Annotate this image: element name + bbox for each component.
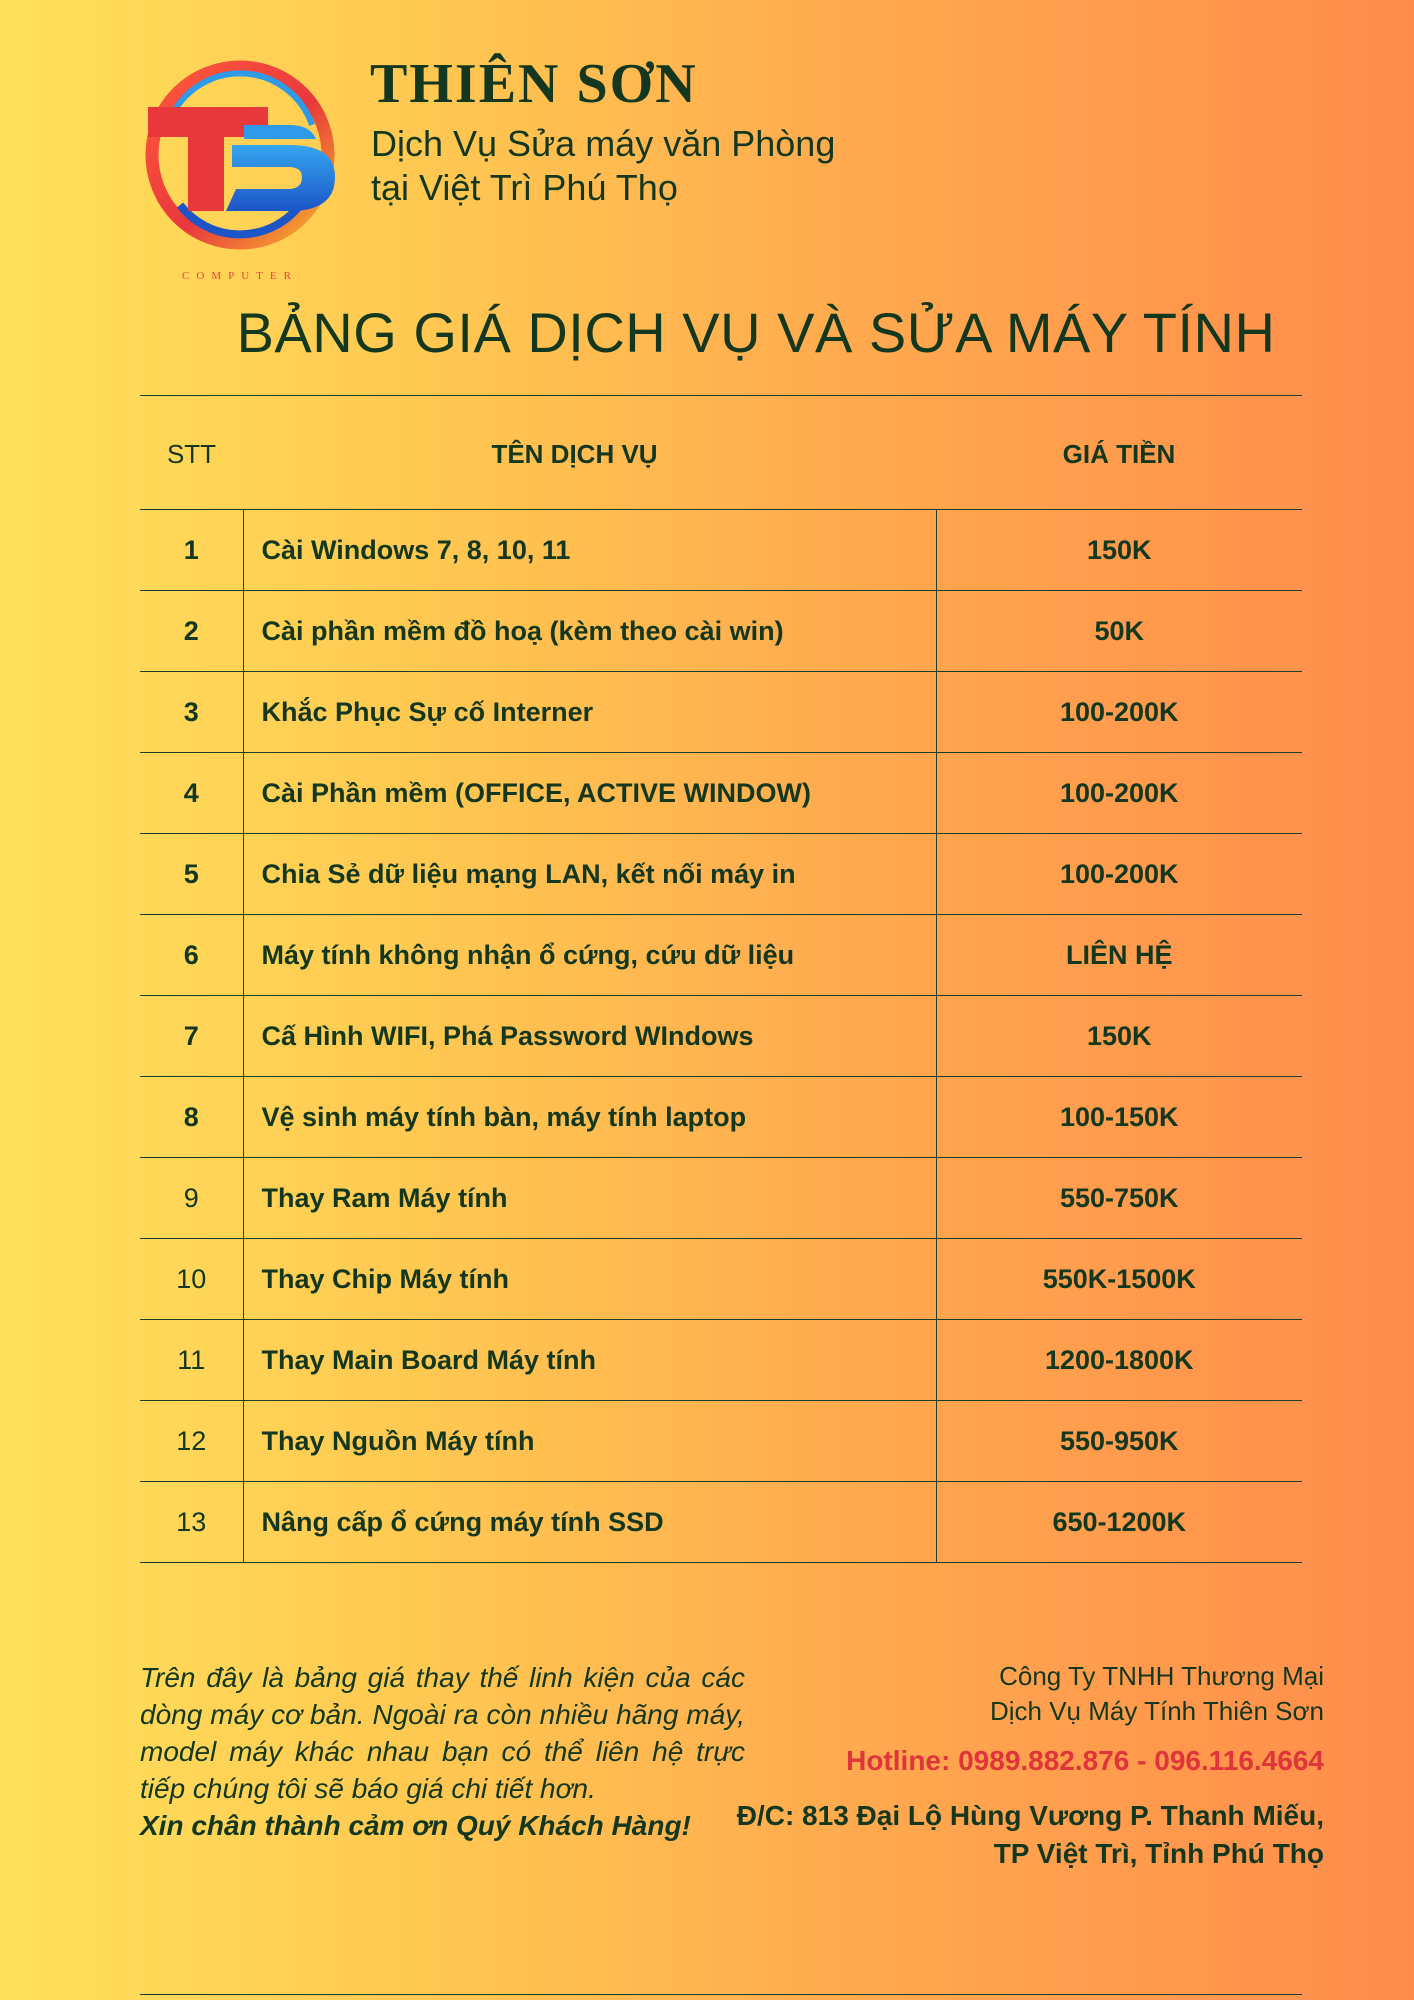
service-name: Cấ Hình WIFI, Phá Password WIndows (243, 996, 936, 1077)
row-number: 2 (140, 591, 243, 672)
table-row (140, 591, 1302, 672)
header-stt: STT (140, 400, 243, 510)
row-number: 6 (140, 915, 243, 996)
service-price: 1200-1800K (936, 1320, 1302, 1401)
table-row (140, 672, 1302, 753)
page-title: BẢNG GIÁ DỊCH VỤ VÀ SỬA MÁY TÍNH (236, 301, 1276, 364)
row-number: 4 (140, 753, 243, 834)
top-divider (140, 395, 1302, 396)
header-service-name: TÊN DỊCH VỤ (243, 400, 936, 510)
row-number: 13 (140, 1482, 243, 1563)
table-row (140, 1320, 1302, 1401)
tagline-line-2: tại Việt Trì Phú Thọ (371, 167, 678, 208)
service-name: Cài phần mềm đồ hoạ (kèm theo cài win) (243, 591, 936, 672)
header-price: GIÁ TIỀN (936, 400, 1302, 510)
pricing-note-text: Trên đây là bảng giá thay thế linh kiện của các dòng máy cơ bản. Ngoài ra còn nhiều hãng máy, model máy khác nhau bạn có thể liên hệ trực tiếp chúng tôi sẽ báo giá chi tiết hơn. (140, 1662, 745, 1804)
service-price: 650-1200K (936, 1482, 1302, 1563)
company-name-line-1: Công Ty TNHH Thương Mại (999, 1661, 1324, 1691)
table-row (140, 753, 1302, 834)
table-row (140, 1239, 1302, 1320)
service-name: Thay Chip Máy tính (243, 1239, 936, 1320)
service-price: 50K (936, 591, 1302, 672)
table-row (140, 915, 1302, 996)
thien-son-logo (140, 55, 340, 255)
brand-name: THIÊN SƠN (370, 53, 698, 115)
table-row (140, 1401, 1302, 1482)
service-name: Chia Sẻ dữ liệu mạng LAN, kết nối máy in (243, 834, 936, 915)
hotline: Hotline: 0989.882.876 - 096.116.4664 (846, 1745, 1324, 1776)
row-number: 11 (140, 1320, 243, 1401)
service-price: 100-200K (936, 834, 1302, 915)
service-price: 150K (936, 510, 1302, 591)
row-number: 8 (140, 1077, 243, 1158)
service-price: 100-200K (936, 753, 1302, 834)
thank-you-message: Xin chân thành cảm ơn Quý Khách Hàng! (140, 1810, 691, 1841)
service-name: Nâng cấp ổ cứng máy tính SSD (243, 1482, 936, 1563)
service-name: Cài Phần mềm (OFFICE, ACTIVE WINDOW) (243, 753, 936, 834)
tagline (371, 122, 835, 210)
bottom-divider (140, 1994, 1302, 1995)
row-number: 10 (140, 1239, 243, 1320)
company-info (704, 1659, 1324, 1873)
company-name-line-2: Dịch Vụ Máy Tính Thiên Sơn (989, 1696, 1324, 1726)
logo-subtitle: COMPUTER (182, 270, 298, 282)
table-row (140, 1077, 1302, 1158)
table-row (140, 834, 1302, 915)
service-price: 550K-1500K (936, 1239, 1302, 1320)
service-price: 100-150K (936, 1077, 1302, 1158)
table-row (140, 1158, 1302, 1239)
service-name: Thay Nguồn Máy tính (243, 1401, 936, 1482)
table-row (140, 510, 1302, 591)
table-row (140, 1482, 1302, 1563)
row-number: 1 (140, 510, 243, 591)
service-price: 550-950K (936, 1401, 1302, 1482)
row-number: 12 (140, 1401, 243, 1482)
service-name: Thay Main Board Máy tính (243, 1320, 936, 1401)
address-line-2: TP Việt Trì, Tỉnh Phú Thọ (993, 1838, 1324, 1869)
tagline-line-1: Dịch Vụ Sửa máy văn Phòng (371, 123, 836, 164)
table-row (140, 996, 1302, 1077)
service-name: Thay Ram Máy tính (243, 1158, 936, 1239)
service-price: 100-200K (936, 672, 1302, 753)
service-price: LIÊN HỆ (936, 915, 1302, 996)
service-name: Cài Windows 7, 8, 10, 11 (243, 510, 936, 591)
row-number: 9 (140, 1158, 243, 1239)
table-header-row (140, 400, 1302, 510)
service-price: 550-750K (936, 1158, 1302, 1239)
price-table (140, 400, 1302, 1563)
service-price: 150K (936, 996, 1302, 1077)
service-name: Máy tính không nhận ổ cứng, cứu dữ liệu (243, 915, 936, 996)
service-name: Vệ sinh máy tính bàn, máy tính laptop (243, 1077, 936, 1158)
row-number: 5 (140, 834, 243, 915)
pricing-note (140, 1659, 745, 1844)
row-number: 7 (140, 996, 243, 1077)
service-name: Khắc Phục Sự cố Interner (243, 672, 936, 753)
address-line-1: Đ/C: 813 Đại Lộ Hùng Vương P. Thanh Miếu, (736, 1800, 1324, 1831)
row-number: 3 (140, 672, 243, 753)
address (704, 1797, 1324, 1873)
